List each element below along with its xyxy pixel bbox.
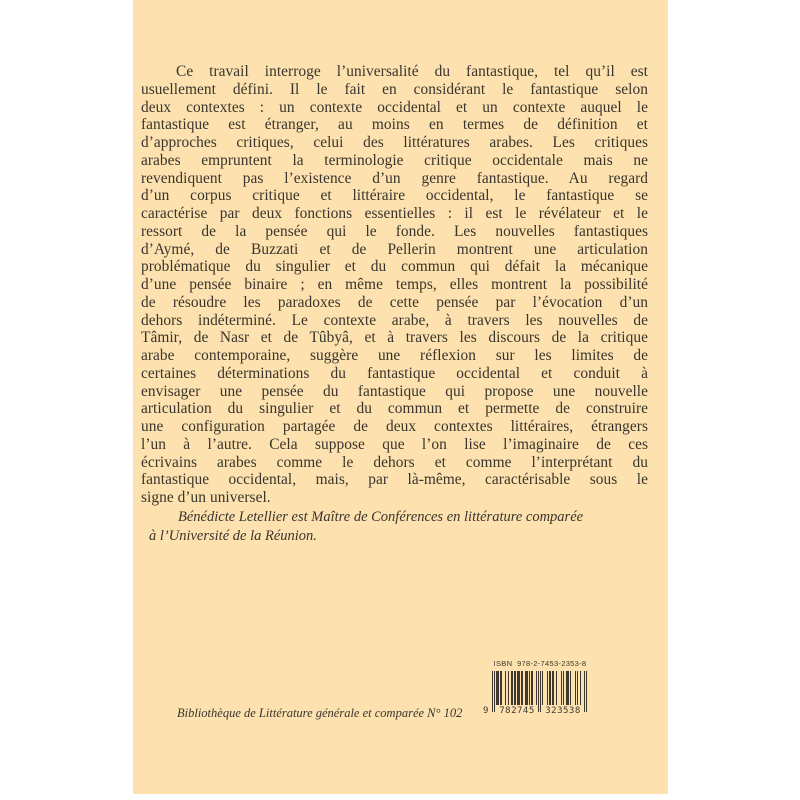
blurb-line: d’Aymé, de Buzzati et de Pellerin montrent une articulation — [141, 240, 648, 258]
blurb-line: Ce travail interroge l’universalité du fantastique, tel qu’il est — [176, 63, 648, 80]
blurb-line: signe d’un universel. — [141, 489, 271, 506]
blurb-line: ressort de la pensée qui le fonde. Les nouvelles fantastiques — [141, 222, 648, 240]
blurb-line: certaines déterminations du fantastique occidental et conduit à — [141, 364, 648, 382]
bio-line: à l’Université de la Réunion. — [149, 528, 317, 544]
collection-label: Bibliothèque de Littérature générale et comparée N° 102 — [177, 706, 463, 720]
blurb-line: arabes empruntent la terminologie critique occidentale mais ne — [141, 151, 648, 169]
blurb-line: fantastique est étranger, au moins en termes de définition et — [141, 116, 648, 134]
blurb-line: de résoudre les paradoxes de cette pensée par l’évocation d’un — [141, 293, 648, 311]
ean-right-digits: 323538 — [545, 706, 581, 716]
blurb-line: dehors indéterminé. Le contexte arabe, à travers les nouvelles de — [141, 311, 648, 329]
blurb-line: une configuration partagée de deux contextes littéraires, étrangers — [141, 418, 648, 435]
author-bio — [149, 508, 619, 546]
blurb-line: deux contextes : un contexte occidental et un contexte auquel le — [141, 98, 648, 116]
ean-left-digits: 782745 — [499, 706, 535, 716]
blurb-line: l’un à l’autre. Cela suppose que l’on lise l’imaginaire de ces — [141, 435, 648, 453]
blurb-line: articulation du singulier et du commun et permette de construire — [141, 400, 648, 418]
blurb-line: envisager une pensée du fantastique qui propose une nouvelle — [141, 382, 648, 400]
blurb — [141, 63, 648, 507]
blurb-line: fantastique occidental, mais, par là-même, caractérisable sous le — [141, 471, 648, 489]
blurb-line: écrivains arabes comme le dehors et comme l’interprétant du — [141, 453, 648, 471]
blurb-line: d’une pensée binaire ; en même temps, elles montrent la possibilité — [141, 276, 648, 293]
isbn-barcode — [483, 659, 593, 718]
blurb-line: usuellement défini. Il le fait en considérant le fantastique selon — [141, 80, 648, 98]
blurb-line: problématique du singulier et du commun qui défait la mécanique — [141, 258, 648, 276]
barcode-bars — [483, 671, 587, 718]
bio-line: Bénédicte Letellier est Maître de Conférences en littérature comparée — [178, 509, 584, 525]
book-back-cover — [133, 0, 668, 794]
blurb-line: caractérise par deux fonctions essentielles : il est le révélateur et le — [141, 205, 648, 222]
blurb-line: arabe contemporaine, suggère une réflexion sur les limites de — [141, 347, 648, 364]
blurb-line: d’un corpus critique et littéraire occidental, le fantastique se — [141, 187, 648, 205]
blurb-line: d’approches critiques, celui des littératures arabes. Les critiques — [141, 134, 648, 151]
blurb-line: Tâmir, de Nasr et de Tûbyâ, et à travers les discours de la critique — [141, 329, 648, 347]
blurb-line: revendiquent pas l’existence d’un genre fantastique. Au regard — [141, 169, 648, 187]
isbn-label: ISBN 978-2-7453-2353-8 — [493, 659, 587, 668]
barcode-digits — [483, 706, 587, 717]
ean-first-digit: 9 — [483, 706, 489, 716]
